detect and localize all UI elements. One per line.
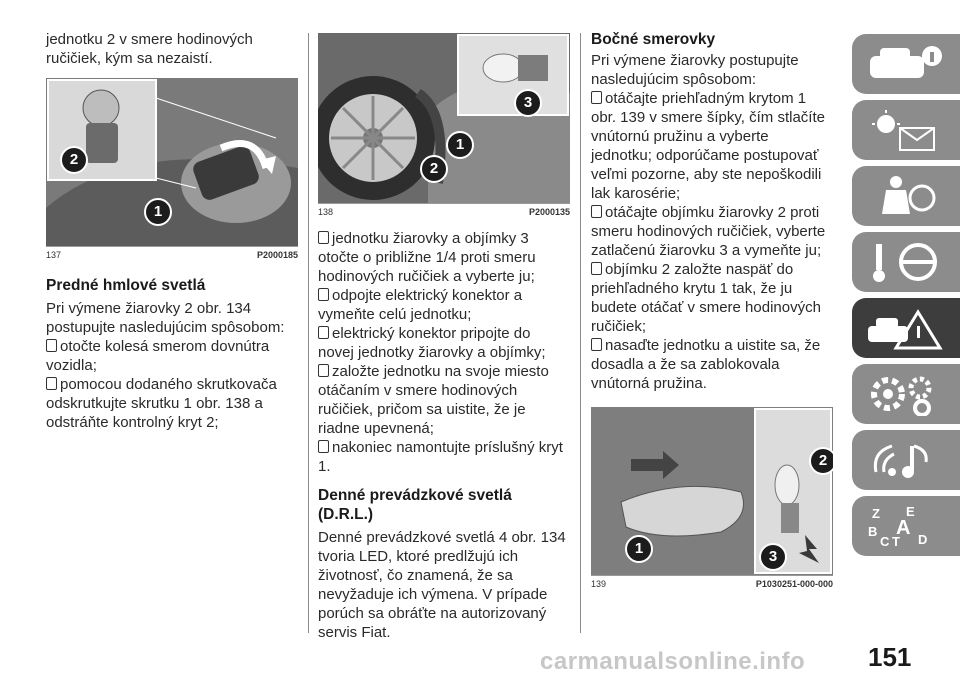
tab-key-steering[interactable] bbox=[852, 232, 960, 292]
fog-intro-text: Pri výmene žiarovky 2 obr. 134 postupujte nasledujúcim spôsobom: bbox=[46, 300, 285, 336]
figure-138-image bbox=[318, 33, 570, 203]
watermark: carmanualsonline.info bbox=[540, 648, 806, 675]
step-item: pomocou dodaného skrutkovača odskrutkujte skrutku 1 obr. 138 a odstráňte kontrolný kryt 2; bbox=[46, 376, 277, 431]
callout-2: 2 bbox=[809, 447, 833, 475]
checkbox-bullet-icon bbox=[46, 377, 57, 390]
column-right bbox=[591, 30, 833, 589]
figure-code: P2000185 bbox=[256, 250, 298, 260]
step-item: nasaďte jednotku a uistite sa, že dosadla a že sa zablokovala vnútorná pružina. bbox=[591, 337, 821, 392]
drl-heading: Denné prevádzkové svetlá (D.R.L.) bbox=[318, 487, 512, 523]
callout-2: 2 bbox=[60, 146, 88, 174]
figure-137-caption bbox=[46, 246, 298, 260]
checkbox-bullet-icon bbox=[318, 231, 329, 244]
checkbox-bullet-icon bbox=[318, 440, 329, 453]
checkbox-bullet-icon bbox=[591, 205, 602, 218]
column-middle bbox=[318, 33, 570, 642]
tab-airbag-safety[interactable] bbox=[852, 166, 960, 226]
checkbox-bullet-icon bbox=[591, 262, 602, 275]
figure-code: P2000135 bbox=[528, 207, 570, 217]
side-indicators-heading: Bočné smerovky bbox=[591, 31, 716, 48]
figure-number: 138 bbox=[318, 207, 334, 217]
callout-2: 2 bbox=[420, 155, 448, 183]
multimedia-icon bbox=[866, 438, 946, 482]
step-item: otočte kolesá smerom dovnútra vozidla; bbox=[46, 338, 270, 374]
figure-139-caption bbox=[591, 575, 833, 589]
callout-3: 3 bbox=[759, 543, 787, 571]
step-item: objímku 2 založte naspäť do priehľadného krytu 1 tak, že ju budete otáčať v smere hodinových ručičiek; bbox=[591, 261, 821, 335]
tab-car-emergency[interactable] bbox=[852, 298, 960, 358]
checkbox-bullet-icon bbox=[318, 326, 329, 339]
step-item: elektrický konektor pripojte do novej jednotky žiarovky a objímky; bbox=[318, 325, 546, 361]
index-letter: C bbox=[880, 534, 890, 548]
intro-text: jednotku 2 v smere hodinových ručičiek, kým sa nezaistí. bbox=[46, 31, 253, 67]
index-letter: D bbox=[918, 532, 928, 547]
index-letters-icon bbox=[866, 504, 946, 548]
figure-code: P1030251-000-000 bbox=[755, 579, 833, 589]
tab-multimedia[interactable] bbox=[852, 430, 960, 490]
step-item: nakoniec namontujte príslušný kryt 1. bbox=[318, 439, 563, 475]
step-item: jednotku žiarovky a objímky 3 otočte o približne 1/4 proti smeru hodinových ručičiek a vyberte ju; bbox=[318, 230, 536, 285]
column-left bbox=[46, 30, 298, 432]
side-intro-text: Pri výmene žiarovky postupujte nasledujúcim spôsobom: bbox=[591, 52, 799, 88]
figure-number: 137 bbox=[46, 250, 62, 260]
step-item: založte jednotku na svoje miesto otáčaním v smere hodinových ručičiek, pričom sa uistite, že je riadne upevnená; bbox=[318, 363, 549, 437]
tab-index[interactable] bbox=[852, 496, 960, 556]
callout-1: 1 bbox=[144, 198, 172, 226]
checkbox-bullet-icon bbox=[591, 338, 602, 351]
checkbox-bullet-icon bbox=[46, 339, 57, 352]
index-letter: B bbox=[868, 524, 878, 539]
figure-number: 139 bbox=[591, 579, 607, 589]
drl-text: Denné prevádzkové svetlá 4 obr. 134 tvoria LED, ktoré predlžujú ich životnosť, čo znamená, že sa nevyžaduje ich výmena. V prípade porúch sa obráťte na autorizovaný servis Fiat. bbox=[318, 529, 566, 641]
column-divider bbox=[308, 33, 309, 633]
step-item: odpojte elektrický konektor a vymeňte celú jednotku; bbox=[318, 287, 523, 323]
checkbox-bullet-icon bbox=[318, 288, 329, 301]
figure-137 bbox=[46, 78, 298, 260]
dashboard-lights-icon bbox=[866, 108, 946, 152]
figure-139 bbox=[591, 407, 833, 589]
fog-lights-heading: Predné hmlové svetlá bbox=[46, 277, 206, 294]
airbag-safety-icon bbox=[866, 174, 946, 218]
figure-138 bbox=[318, 33, 570, 217]
figure-138-caption bbox=[318, 203, 570, 217]
index-letter: T bbox=[892, 534, 900, 548]
step-item: otáčajte objímku žiarovky 2 proti smeru hodinových ručičiek, vyberte zatlačenú žiarovku 3 a vymeňte ju; bbox=[591, 204, 826, 259]
column-divider bbox=[580, 33, 581, 633]
maintenance-gears-icon bbox=[866, 372, 946, 416]
figure-139-image bbox=[591, 407, 833, 575]
chapter-tabs bbox=[852, 34, 960, 562]
callout-1: 1 bbox=[625, 535, 653, 563]
tab-car-info[interactable] bbox=[852, 34, 960, 94]
index-letter: E bbox=[906, 504, 915, 519]
page-number: 151 bbox=[868, 642, 912, 672]
callout-3: 3 bbox=[514, 89, 542, 117]
checkbox-bullet-icon bbox=[591, 91, 602, 104]
key-steering-icon bbox=[866, 240, 946, 284]
tab-dashboard-lights[interactable] bbox=[852, 100, 960, 160]
checkbox-bullet-icon bbox=[318, 364, 329, 377]
step-list bbox=[318, 229, 570, 476]
index-letter: A bbox=[896, 517, 911, 539]
tab-maintenance[interactable] bbox=[852, 364, 960, 424]
car-info-icon bbox=[866, 42, 946, 86]
figure-137-image bbox=[46, 78, 298, 246]
step-item: otáčajte priehľadným krytom 1 obr. 139 v smere šípky, čím stlačíte vnútornú pružinu a vyberte jednotku; odporúčame postupovať veľmi pozorne, aby ste nepoškodili lak karosérie; bbox=[591, 90, 825, 202]
car-emergency-icon bbox=[866, 306, 946, 350]
index-letter: Z bbox=[872, 506, 880, 521]
callout-1: 1 bbox=[446, 131, 474, 159]
